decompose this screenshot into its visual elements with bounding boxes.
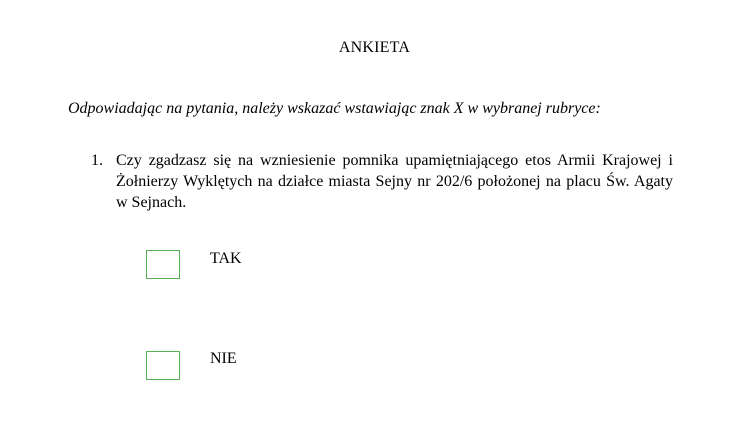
question-number: 1. xyxy=(91,152,103,169)
nie-label: NIE xyxy=(210,350,237,367)
document-title: ANKIETA xyxy=(338,39,411,56)
instruction-text: Odpowiadając na pytania, należy wskazać wstawiając znak X w wybranej rubryce: xyxy=(68,100,601,117)
question-text: Czy zgadzasz się na wzniesienie pomnika upamiętniającego etos Armii Krajowej i Żołnierzy Wyklętych na działce miasta Sejny nr 202/6 położonej na placu Św. Agaty w Sejnach. xyxy=(116,152,673,211)
question-1 xyxy=(91,150,673,213)
tak-label: TAK xyxy=(210,250,242,267)
nie-checkbox[interactable] xyxy=(146,351,180,380)
tak-checkbox[interactable] xyxy=(146,250,180,279)
